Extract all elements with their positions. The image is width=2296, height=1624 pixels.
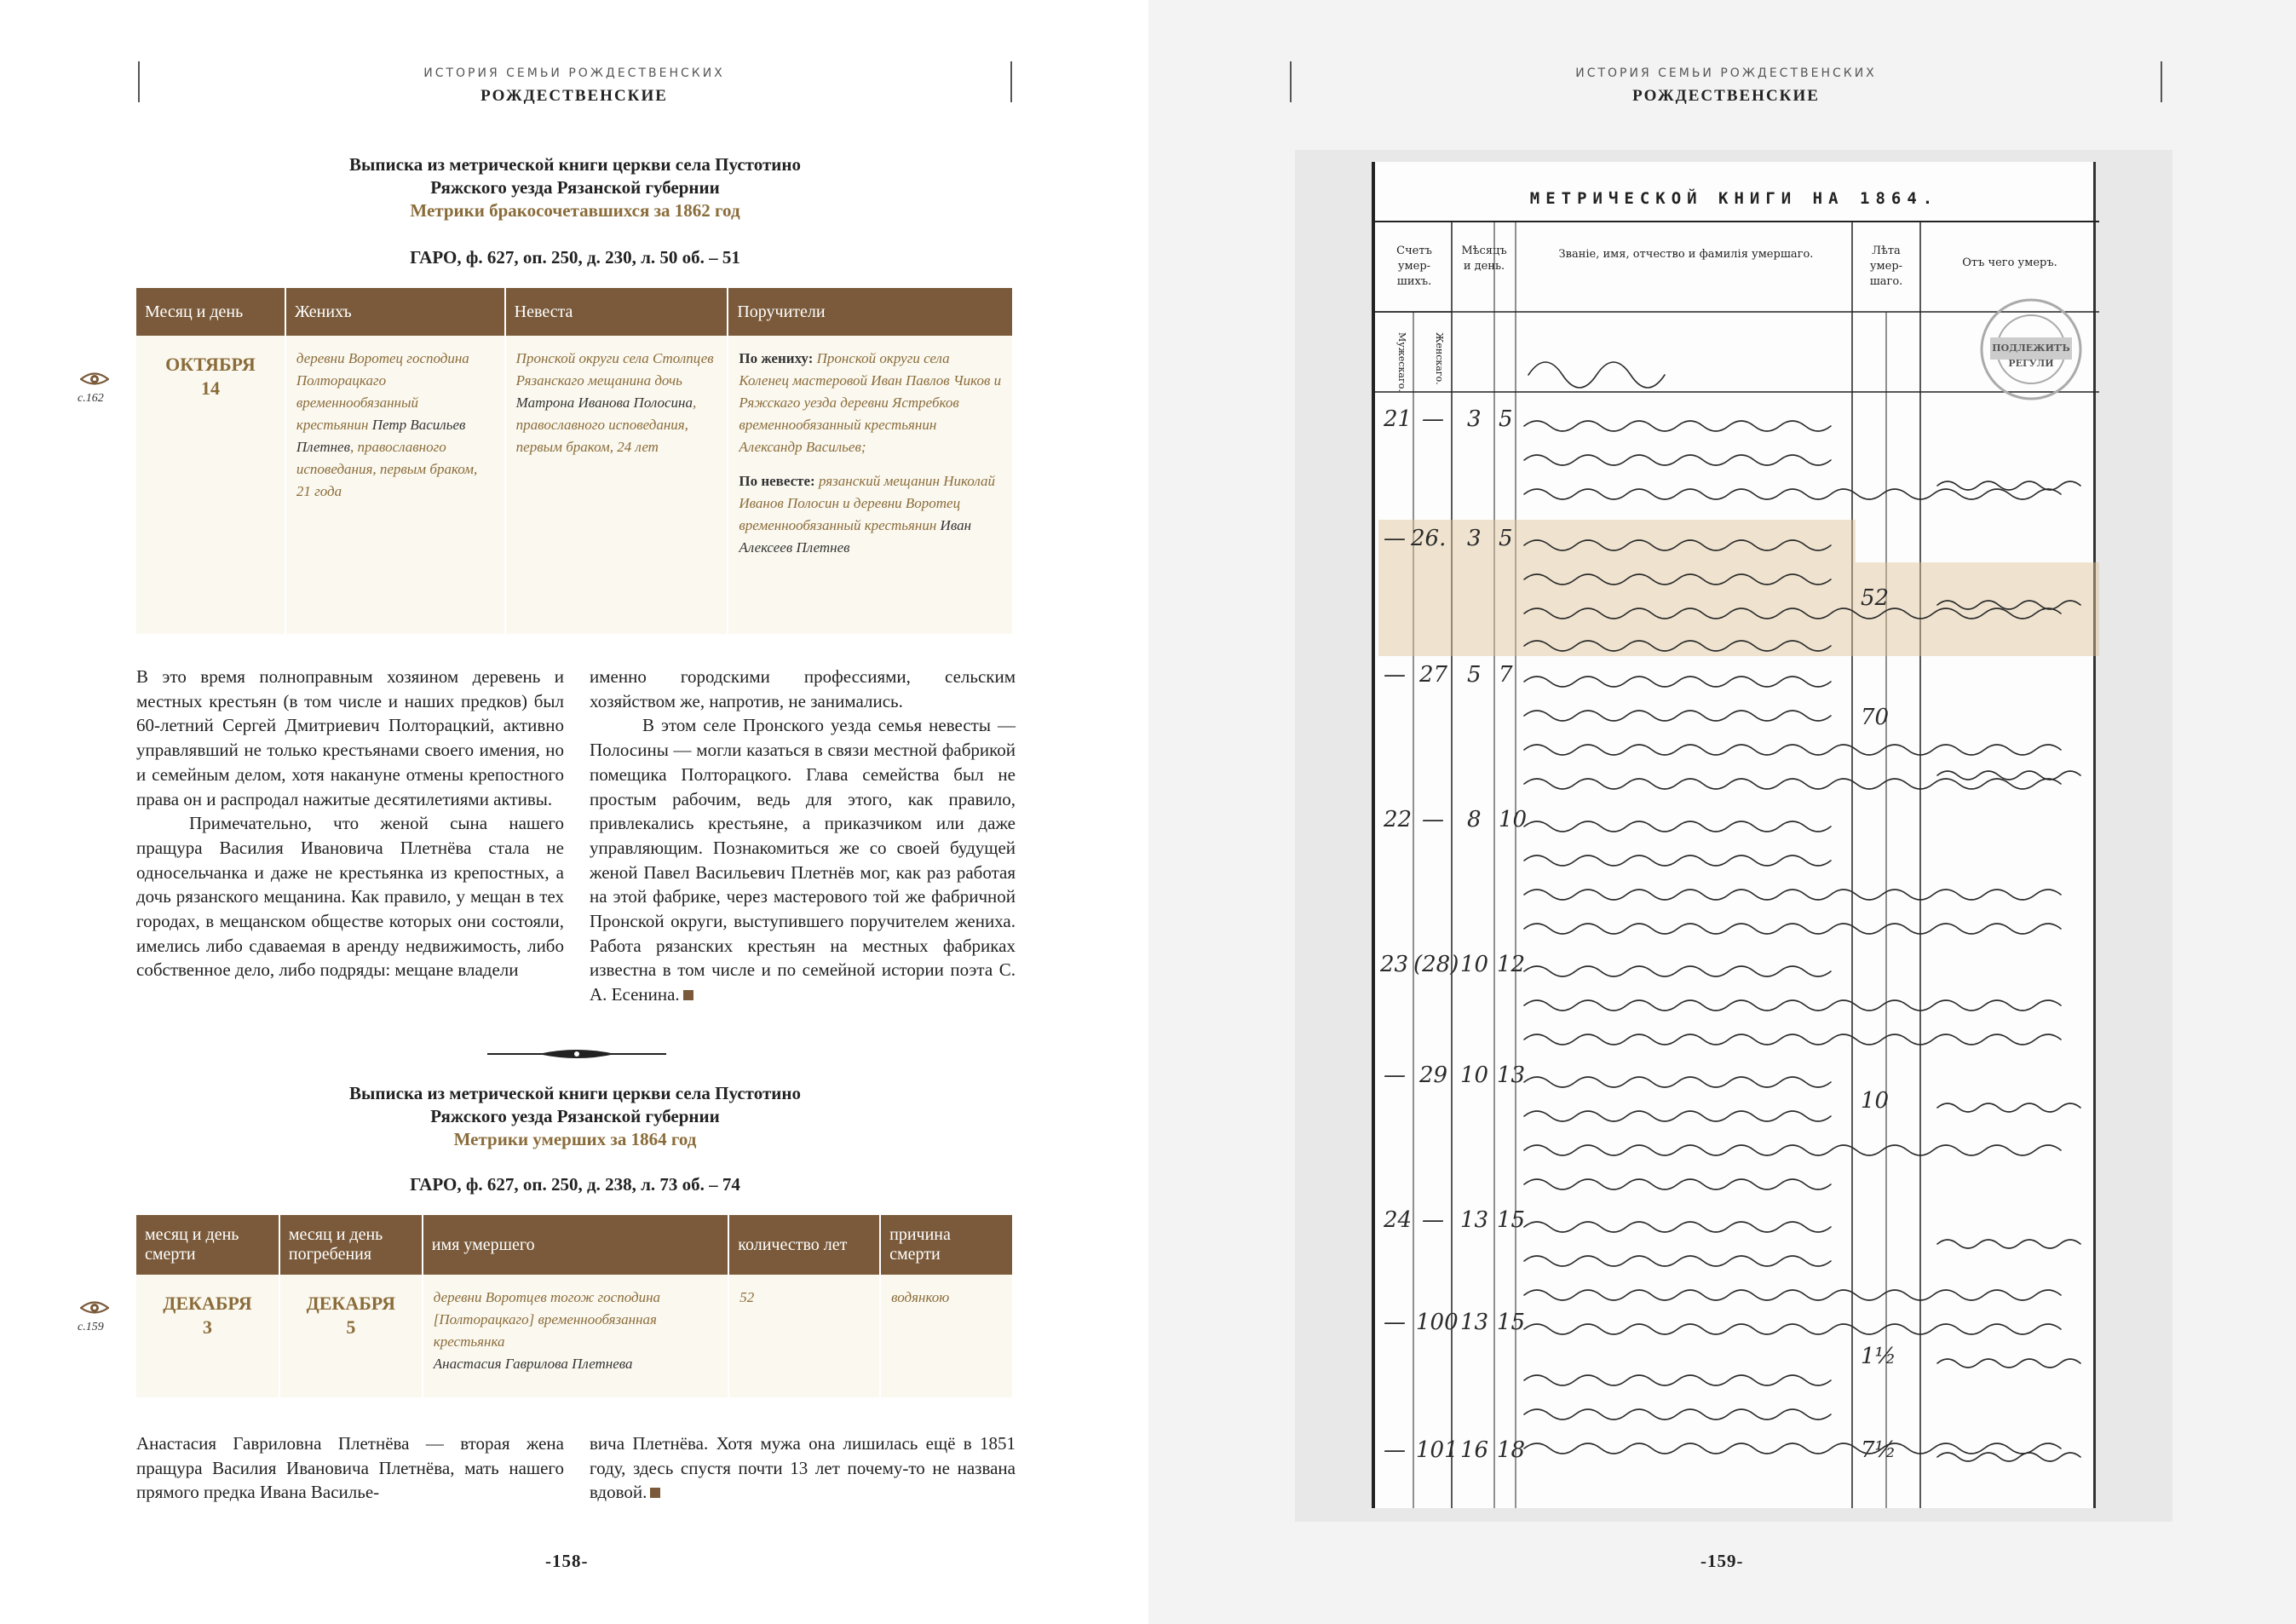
extract2-line1: Выписка из метрической книги церкви села Пустотино bbox=[349, 1083, 801, 1103]
page-number: -158- bbox=[545, 1551, 589, 1571]
deceased-cell bbox=[423, 1275, 729, 1397]
running-header-title: РОЖДЕСТВЕНСКИЕ bbox=[480, 87, 668, 105]
groom-details: , православного исповедания, первым браком, 21 года bbox=[296, 439, 478, 499]
extract2-line3: Метрики умерших за 1864 год bbox=[453, 1129, 697, 1149]
death-header-cause: причина смерти bbox=[880, 1215, 1013, 1275]
marriage-header-bride: Невеста bbox=[505, 288, 728, 336]
extract2-heading bbox=[136, 1082, 1014, 1151]
svg-text:—: — bbox=[1384, 526, 1406, 551]
col-rank-header: Званіе, имя, отчество и фамилія умершаго. bbox=[1558, 248, 1814, 261]
eye-icon[interactable] bbox=[80, 1300, 109, 1316]
svg-text:1½: 1½ bbox=[1861, 1344, 1896, 1369]
paragraph-text: вича Плетнёва. Хотя мужа она лишилась ещё в 1851 году, здесь спустя почти 13 лет почему-то не названа вдовой. bbox=[590, 1433, 1016, 1503]
svg-text:—: — bbox=[1384, 662, 1406, 688]
svg-text:—: — bbox=[1384, 1437, 1406, 1463]
register-title: МЕТРИЧЕСКОЙ КНИГИ НА 1864. bbox=[1529, 189, 1939, 208]
svg-text:100: 100 bbox=[1416, 1310, 1459, 1335]
extract1-archive: ГАРО, ф. 627, оп. 250, д. 230, л. 50 об. – 51 bbox=[410, 247, 740, 268]
table-row bbox=[136, 1275, 1013, 1397]
witness-groom-text: Пронской округи села Коленец мастеровой Иван Павлов Чиков и Ряжскаго уезда деревни Ястребков временнообязанный крестьянин Александр Васильев; bbox=[739, 350, 1002, 455]
svg-text:24: 24 bbox=[1384, 1207, 1413, 1233]
svg-text:13: 13 bbox=[1460, 1310, 1489, 1335]
marriage-header-witnesses: Поручители bbox=[728, 288, 1013, 336]
text-column-1 bbox=[136, 665, 564, 982]
groom-name: Петр Васильев Плетнев bbox=[296, 417, 466, 455]
svg-text:70: 70 bbox=[1861, 705, 1890, 730]
svg-text:—: — bbox=[1384, 1310, 1406, 1335]
marriage-header-date: Месяц и день bbox=[136, 288, 285, 336]
svg-text:10: 10 bbox=[1861, 1088, 1890, 1114]
header-rule-left bbox=[138, 61, 140, 102]
svg-text:10: 10 bbox=[1499, 807, 1528, 832]
death-month: ДЕКАБРЯ bbox=[163, 1293, 252, 1314]
witness-bride-text: рязанский мещанин Николай Иванов Полосин и деревни Воротец временнообязанный крестьянин bbox=[739, 473, 996, 533]
svg-text:10: 10 bbox=[1460, 952, 1489, 977]
svg-text:23: 23 bbox=[1380, 952, 1409, 977]
svg-text:18: 18 bbox=[1497, 1437, 1526, 1463]
svg-text:5: 5 bbox=[1467, 662, 1482, 688]
page-ref-label[interactable]: с.162 bbox=[78, 392, 104, 405]
witness-bride-name: Иван Алексеев Плетнев bbox=[739, 517, 972, 556]
burial-month: ДЕКАБРЯ bbox=[306, 1293, 396, 1314]
end-mark-icon bbox=[650, 1488, 660, 1498]
svg-text:7: 7 bbox=[1499, 662, 1513, 688]
svg-text:52: 52 bbox=[1861, 585, 1890, 611]
extract1-line3: Метрики бракосочетавшихся за 1862 год bbox=[410, 200, 740, 221]
page-ref-label[interactable]: с.159 bbox=[78, 1321, 104, 1333]
svg-text:15: 15 bbox=[1497, 1310, 1526, 1335]
paragraph: В это время полноправным хозяином деревень и местных крестьян (в том числе и наших предков) был 60-летний Сергей Дмитриевич Полторацкий, активно управлявший не только крестьянами своего имения, но и семейным делом, хотя накануне отмены крепостного права он и распродал нажитые десятилетиями активы. bbox=[136, 666, 564, 809]
paragraph: именно городскими профессиями, сельским хозяйством же, напротив, не занимались. bbox=[590, 666, 1016, 711]
handwriting bbox=[1375, 162, 2099, 1508]
svg-text:3: 3 bbox=[1467, 406, 1482, 432]
groom-cell bbox=[285, 336, 505, 634]
svg-text:12: 12 bbox=[1497, 952, 1526, 977]
groom-origin: деревни Воротец господина Полторацкаго временнообязанный крестьянин bbox=[296, 350, 469, 433]
page-number: -159- bbox=[1700, 1551, 1744, 1571]
bride-cell bbox=[505, 336, 728, 634]
col-years-header: Лѣта умер- шаго. bbox=[1869, 245, 1903, 288]
svg-text:26.: 26. bbox=[1411, 526, 1447, 551]
running-header-title: РОЖДЕСТВЕНСКИЕ bbox=[1632, 87, 1820, 105]
svg-text:13: 13 bbox=[1460, 1207, 1489, 1233]
death-header-burial-date: месяц и день погребения bbox=[279, 1215, 423, 1275]
header-rule-right bbox=[1010, 61, 1012, 102]
cause-cell: водянкою bbox=[880, 1275, 1013, 1397]
witnesses-cell bbox=[728, 336, 1013, 634]
extract2-line2: Ряжского уезда Рязанской губернии bbox=[430, 1106, 720, 1126]
svg-text:21: 21 bbox=[1384, 406, 1413, 432]
running-header-series: ИСТОРИЯ СЕМЬИ РОЖДЕСТВЕНСКИХ bbox=[423, 66, 725, 80]
deceased-origin: деревни Воротцев тогож господина [Полторацкаго] временнообязанная крестьянка bbox=[433, 1289, 661, 1350]
text-column-3 bbox=[136, 1431, 564, 1505]
paragraph-text: В этом селе Пронского уезда семья невесты — Полосины — могли казаться в связи местной фабрикой помещика Полторацкого. Глава семейства был не простым рабочим, ведь для этого, как правило, привлекались крестьяне, а приказчиком или даже управляющим. Познакомиться же со своей будущей женой Павел Васильевич Плетнёв мог, как раз работая на этой фабрике, через мастерового той же фабричной Пронской округи, выступившего поручителем жениха. Работа рязанских крестьян на местных фабриках известна в том числе и по семейной истории поэта С. А. Есенина. bbox=[590, 715, 1016, 1005]
paragraph: Анастасия Гавриловна Плетнёва — вторая жена пращура Василия Ивановича Плетнёва, мать нашего прямого предка Ивана Василье- bbox=[136, 1433, 564, 1503]
paragraph bbox=[590, 713, 1016, 1006]
bride-origin: Пронской округи села Столпцев Рязанскаго мещанина дочь bbox=[515, 350, 714, 389]
svg-text:101: 101 bbox=[1416, 1437, 1459, 1463]
running-header-series: ИСТОРИЯ СЕМЬИ РОЖДЕСТВЕНСКИХ bbox=[1575, 66, 1877, 80]
svg-text:13: 13 bbox=[1497, 1063, 1526, 1088]
marriage-day: 14 bbox=[200, 377, 220, 399]
marriage-header-groom: Женихъ bbox=[285, 288, 505, 336]
extract2-archive: ГАРО, ф. 627, оп. 250, д. 238, л. 73 об. – 74 bbox=[410, 1174, 740, 1195]
svg-text:—: — bbox=[1422, 807, 1444, 832]
svg-text:5: 5 bbox=[1499, 526, 1513, 551]
svg-text:10: 10 bbox=[1460, 1063, 1489, 1088]
text-column-2 bbox=[590, 665, 1016, 1007]
bride-details: , православного исповедания, первым браком, 24 лет bbox=[515, 394, 697, 455]
eye-icon[interactable] bbox=[80, 371, 109, 387]
age-cell: 52 bbox=[728, 1275, 880, 1397]
death-day: 3 bbox=[202, 1316, 212, 1338]
ornament-divider bbox=[487, 1048, 666, 1060]
svg-text:—: — bbox=[1422, 1207, 1444, 1233]
burial-date-cell bbox=[279, 1275, 423, 1397]
header-rule-right bbox=[2161, 61, 2162, 102]
paragraph: Примечательно, что женой сына нашего пращура Василия Ивановича Плетнёва стала не односельчанка и даже не крестьянка из крепостных, а дочь рязанского мещанина. Как правило, у мещан в тех городах, в мещанском обществе которых они состояли, имелись либо сдаваемая в аренду недвижимость, либо собственное дело, либо подряды: мещане владели bbox=[136, 813, 564, 981]
death-table bbox=[136, 1215, 1014, 1397]
death-date-cell bbox=[136, 1275, 279, 1397]
col-cause-header: Отъ чего умеръ. bbox=[1962, 256, 2057, 269]
col-month-header: Мѣсяцъ и день. bbox=[1461, 245, 1507, 273]
svg-text:—: — bbox=[1422, 406, 1444, 432]
svg-text:15: 15 bbox=[1497, 1207, 1526, 1233]
svg-text:5: 5 bbox=[1499, 406, 1513, 432]
extract1-line2: Ряжского уезда Рязанской губернии bbox=[430, 177, 720, 198]
svg-text:8: 8 bbox=[1467, 807, 1482, 832]
svg-text:3: 3 bbox=[1467, 526, 1482, 551]
witness-groom-label: По жениху: bbox=[739, 350, 814, 366]
marriage-month: ОКТЯБРЯ bbox=[165, 354, 256, 375]
text-column-4 bbox=[590, 1431, 1016, 1505]
svg-text:—: — bbox=[1384, 1063, 1406, 1088]
register-page bbox=[1372, 162, 2096, 1508]
deceased-name: Анастасия Гаврилова Плетнева bbox=[433, 1356, 633, 1372]
svg-text:(28): (28) bbox=[1413, 952, 1459, 977]
svg-text:29: 29 bbox=[1419, 1063, 1448, 1088]
death-header-death-date: месяц и день смерти bbox=[136, 1215, 279, 1275]
extract1-line1: Выписка из метрической книги церкви села Пустотино bbox=[349, 154, 801, 175]
marriage-date-cell bbox=[136, 336, 285, 634]
marriage-table bbox=[136, 288, 1014, 634]
bride-name: Матрона Иванова Полосина bbox=[515, 394, 693, 411]
death-header-age: количество лет bbox=[728, 1215, 880, 1275]
witness-bride-label: По невесте: bbox=[739, 473, 815, 489]
death-header-name: имя умершего bbox=[423, 1215, 729, 1275]
table-row bbox=[136, 336, 1013, 634]
col-male-header: Мужескаго. bbox=[1396, 332, 1407, 392]
svg-text:27: 27 bbox=[1419, 662, 1448, 688]
col-count-header: Счетъ умер- шихъ. bbox=[1396, 245, 1432, 288]
svg-text:7½: 7½ bbox=[1861, 1437, 1896, 1463]
archival-scan bbox=[1295, 150, 2172, 1522]
extract1-heading bbox=[136, 153, 1014, 222]
stamp-seal: ПОДЛЕЖИТЪ РЕГУЛИ bbox=[1992, 343, 2070, 369]
paragraph bbox=[590, 1431, 1016, 1505]
header-rule-left bbox=[1290, 61, 1292, 102]
col-female-header: Женскаго. bbox=[1434, 332, 1445, 385]
end-mark-icon bbox=[683, 990, 693, 1000]
svg-text:16: 16 bbox=[1460, 1437, 1489, 1463]
burial-day: 5 bbox=[346, 1316, 356, 1338]
svg-text:22: 22 bbox=[1384, 807, 1413, 832]
